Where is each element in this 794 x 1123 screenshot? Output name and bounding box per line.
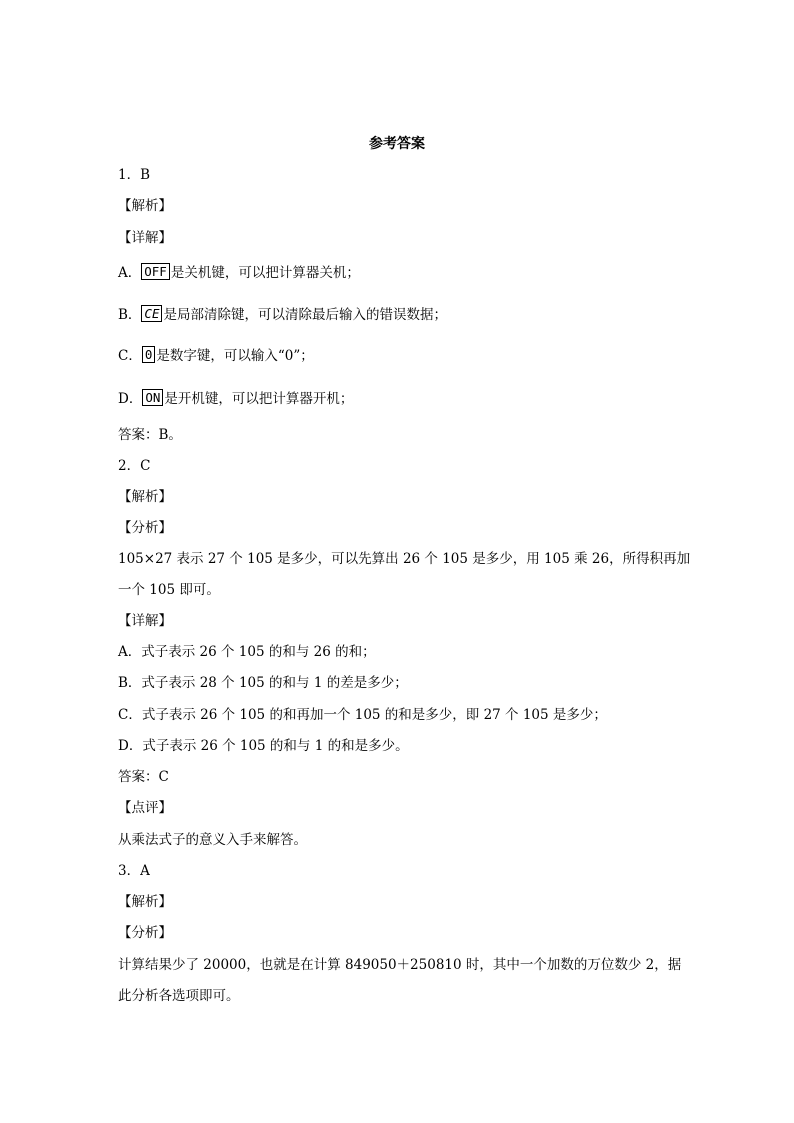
q3-answer: 3．A [118,863,150,879]
option-b-prefix: B． [118,307,142,323]
q2-comment: 从乘法式子的意义入手来解答。 [118,832,307,848]
q2-jiexi-heading: 【解析】 [118,489,172,505]
q2-xiangjie-heading: 【详解】 [118,613,172,629]
ce-key-icon: CE [141,305,162,322]
q2-analysis-line-1: 105×27 表示 27 个 105 是多少，可以先算出 26 个 105 是多少，用 105 乘 26，所得积再加 [118,551,691,567]
q1-option-d [118,389,678,409]
on-key-icon: ON [142,389,163,406]
q2-conclusion: 答案：C [118,769,169,785]
q1-option-b [118,305,678,325]
q1-option-c [118,346,678,366]
off-key-icon: OFF [141,263,170,280]
option-a-text: 是关机键，可以把计算器关机； [170,265,360,281]
q2-answer: 2．C [118,458,151,474]
option-c-prefix: C． [118,348,142,364]
q2-option-d: D．式子表示 26 个 105 的和与 1 的和是多少。 [118,738,409,754]
option-d-text: 是开机键，可以把计算器开机； [164,391,354,407]
q2-dianping-heading: 【点评】 [118,800,172,816]
q1-option-a [118,263,678,283]
q3-jiexi-heading: 【解析】 [118,894,172,910]
zero-key-icon: 0 [142,346,156,363]
q1-jiexi-heading: 【解析】 [118,198,172,214]
q2-fenxi-heading: 【分析】 [118,520,172,536]
option-b-text: 是局部清除键，可以清除最后输入的错误数据； [163,307,447,323]
q3-fenxi-heading: 【分析】 [118,925,172,941]
option-a-prefix: A． [118,265,142,281]
option-c-text: 是数字键，可以输入“0”； [156,348,314,364]
q2-option-b: B．式子表示 28 个 105 的和与 1 的差是多少； [118,675,408,691]
q1-conclusion: 答案：B。 [118,427,182,443]
q2-analysis-line-2: 一个 105 即可。 [118,582,220,598]
q3-analysis-line-2: 此分析各选项即可。 [118,988,240,1004]
q2-option-a: A．式子表示 26 个 105 的和与 26 的和； [118,644,376,660]
q2-option-c: C．式子表示 26 个 105 的和再加一个 105 的和是多少，即 27 个 105 是多少； [118,707,607,723]
q1-xiangjie-heading: 【详解】 [118,230,172,246]
q1-answer: 1．B [118,167,151,183]
page-title: 参考答案 [369,136,425,152]
q3-analysis-line-1: 计算结果少了 20000，也就是在计算 849050＋250810 时，其中一个加数的万位数少 2，据 [118,957,682,973]
option-d-prefix: D． [118,391,143,407]
